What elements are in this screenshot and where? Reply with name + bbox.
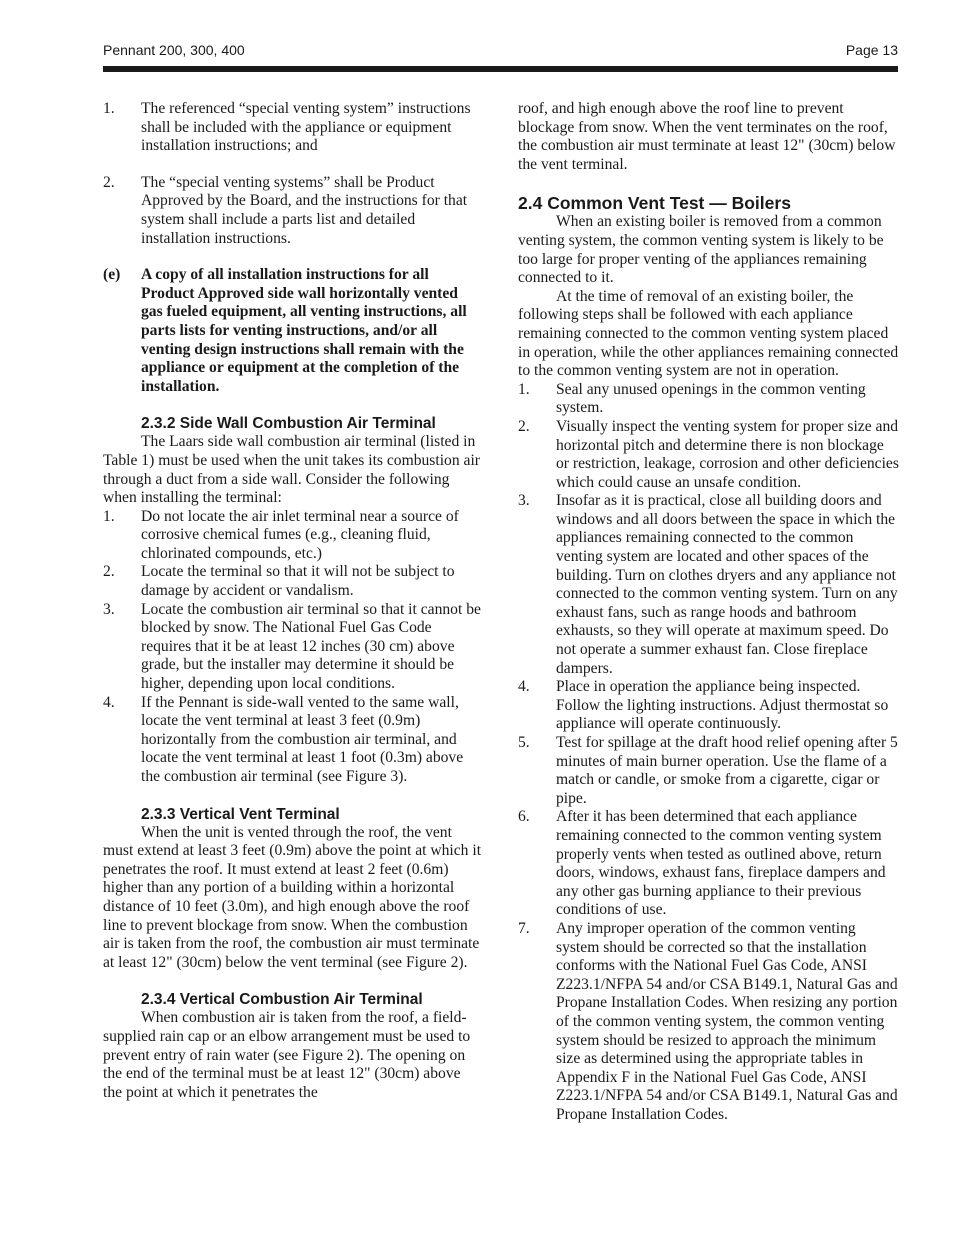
left-column bbox=[103, 100, 483, 1102]
list-number: 2. bbox=[103, 563, 115, 581]
list-number: 1. bbox=[103, 100, 115, 117]
list-text: A copy of all installation instructions for all Product Approved side wall horizontally vented gas fueled equipment, all venting instructions, all parts lists for venting instructions, and/or all venting design instructions shall remain with the appliance or equipment at the completion of the installation. bbox=[141, 266, 467, 395]
list-number: 4. bbox=[518, 678, 530, 696]
list-number: (e) bbox=[103, 266, 121, 284]
list-text: Visually inspect the venting system for proper size and horizontal pitch and determine there is non blockage or restriction, leakage, corrosion and other deficiencies which could cause an unsafe condition. bbox=[556, 417, 899, 491]
section-heading-2-3-2: 2.3.2 Side Wall Combustion Air Terminal bbox=[141, 415, 436, 433]
list-item bbox=[518, 381, 900, 418]
list-number: 3. bbox=[518, 492, 530, 510]
list-item bbox=[518, 808, 900, 920]
list-text: Seal any unused openings in the common venting system. bbox=[556, 380, 866, 417]
page-header bbox=[103, 40, 898, 62]
list-number: 1. bbox=[103, 507, 115, 525]
header-rule bbox=[103, 66, 898, 72]
section-heading-2-4: 2.4 Common Vent Test — Boilers bbox=[518, 193, 791, 214]
list-number: 2. bbox=[103, 173, 115, 191]
list-number: 1. bbox=[518, 380, 530, 398]
list-text: If the Pennant is side-wall vented to the same wall, locate the vent terminal at least 3 feet (0.9m) horizontally from the combustion air terminal, and locate the vent terminal at least 1 foot (0.3m) above the combustion air terminal (see Figure 3). bbox=[141, 693, 464, 785]
list-text: Locate the terminal so that it will not be subject to damage by accident or vandalism. bbox=[141, 563, 455, 600]
list-item bbox=[518, 418, 900, 492]
list-number: 7. bbox=[518, 919, 530, 937]
paragraph-continued: roof, and high enough above the roof line to prevent blockage from snow. When the vent terminates on the roof, the combustion air must terminate at least 12" (30cm) below the vent terminal. bbox=[518, 100, 896, 173]
list-number: 5. bbox=[518, 734, 530, 751]
list-text: The referenced “special venting system” instructions shall be included with the appliance or equipment installation instructions; and bbox=[141, 100, 471, 155]
paragraph: When an existing boiler is removed from a common venting system, the common venting system is likely to be too large for proper venting of the appliances remaining connected to it. bbox=[518, 213, 884, 287]
document-title: Pennant 200, 300, 400 bbox=[103, 42, 245, 58]
list-text: Any improper operation of the common venting system should be corrected so that the installation conforms with the National Fuel Gas Code, ANSI Z223.1/NFPA 54 and/or CSA B149.1, Natural Gas and Propane Installation Codes. When resizing any portion of the common venting system, the common venting system should be resized to approach the minimum size as determined using the appropriate tables in Appendix F in the National Fuel Gas Code, ANSI Z223.1/NFPA 54 and/or CSA B149.1, Natural Gas and Propane Installation Codes. bbox=[556, 919, 898, 1123]
list-number: 4. bbox=[103, 693, 115, 711]
list-text: Insofar as it is practical, close all building doors and windows and all doors between the space in which the appliances remaining connected to the common venting system are located and other spaces of the building. Turn on clothes dryers and any appliance not connected to the common venting system. Turn on any exhaust fans, such as range hoods and bathroom exhausts, so they will operate at maximum speed. Do not operate a summer exhaust fan. Close fireplace dampers. bbox=[556, 492, 898, 677]
paragraph: When combustion air is taken from the roof, a field-supplied rain cap or an elbow arrangement must be used to prevent entry of rain water (see Figure 2). The opening on the end of the terminal must be at least 12" (30cm) above the point at which it penetrates the bbox=[103, 1009, 471, 1101]
list-item bbox=[103, 174, 483, 248]
paragraph: When the unit is vented through the roof, the vent must extend at least 3 feet (0.9m) above the point at which it penetrates the roof. It must extend at least 2 feet (0.6m) higher than any portion of a building within a horizontal distance of 10 feet (3.0m), and high enough above the roof line to prevent blockage from snow. When the combustion air is taken from the roof, the combustion air must terminate at least 12" (30cm) below the vent terminal (see Figure 2). bbox=[103, 823, 482, 971]
list-text: Place in operation the appliance being inspected. Follow the lighting instructions. Adjust thermostat so appliance will operate continuously. bbox=[556, 678, 889, 733]
section-heading-2-3-3: 2.3.3 Vertical Vent Terminal bbox=[141, 805, 340, 823]
section-heading-2-3-4: 2.3.4 Vertical Combustion Air Terminal bbox=[141, 991, 423, 1009]
requirement-e bbox=[103, 266, 483, 396]
list-item bbox=[518, 492, 900, 678]
list-text: Locate the combustion air terminal so that it cannot be blocked by snow. The National Fuel Gas Code requires that it be at least 12 inches (30 cm) above grade, but the installer may determine it should be higher, depending upon local conditions. bbox=[141, 600, 481, 693]
list-text: The “special venting systems” shall be Product Approved by the Board, and the instructions for that system shall include a parts list and detailed installation instructions. bbox=[141, 173, 468, 247]
list-number: 2. bbox=[518, 417, 530, 435]
list-item bbox=[103, 601, 483, 694]
list-text: After it has been determined that each appliance remaining connected to the common venting system properly vents when tested as outlined above, return doors, windows, exhaust fans, fireplace dampers and any other gas burning appliance to their previous conditions of use. bbox=[556, 808, 886, 919]
side-wall-terminal-list bbox=[103, 508, 483, 787]
common-vent-test-steps bbox=[518, 381, 900, 1125]
special-venting-list bbox=[103, 100, 483, 248]
list-item bbox=[103, 694, 483, 787]
list-text: Do not locate the air inlet terminal near a source of corrosive chemical fumes (e.g., cleaning fluid, chlorinated compounds, etc.) bbox=[141, 507, 459, 562]
list-text: Test for spillage at the draft hood relief opening after 5 minutes of main burner operation. Use the flame of a match or candle, or smoke from a cigarette, cigar or pipe. bbox=[556, 734, 898, 807]
paragraph: At the time of removal of an existing boiler, the following steps shall be followed with each appliance remaining connected to the common venting system placed in operation, while the other appliances remaining connected to the common venting system are not in operation. bbox=[518, 287, 899, 380]
page-number: Page 13 bbox=[845, 42, 898, 58]
right-column bbox=[518, 100, 900, 1124]
list-item bbox=[518, 678, 900, 734]
list-item bbox=[103, 508, 483, 564]
paragraph: The Laars side wall combustion air terminal (listed in Table 1) must be used when the unit takes its combustion air through a duct from a side wall. Consider the following when installing the terminal: bbox=[103, 433, 480, 507]
list-number: 3. bbox=[103, 600, 115, 618]
list-item bbox=[103, 100, 483, 156]
list-number: 6. bbox=[518, 808, 530, 826]
list-item bbox=[103, 563, 483, 600]
list-item bbox=[518, 734, 900, 808]
list-item bbox=[518, 920, 900, 1125]
